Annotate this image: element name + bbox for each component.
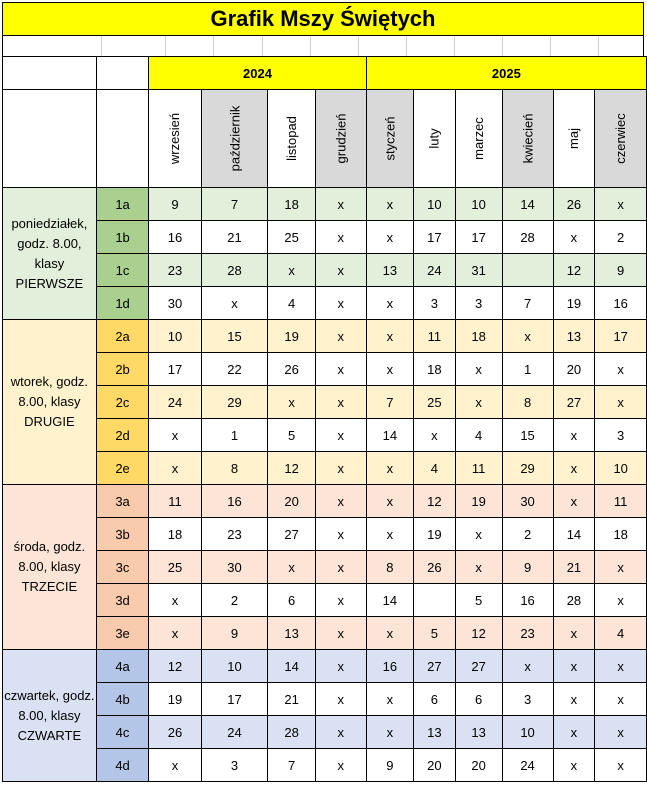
month-header bbox=[268, 90, 315, 188]
date-cell: x bbox=[553, 221, 595, 254]
date-cell: 10 bbox=[414, 188, 456, 221]
date-cell: 12 bbox=[455, 617, 502, 650]
date-cell: 7 bbox=[502, 287, 553, 320]
date-cell: 28 bbox=[553, 584, 595, 617]
spacer-row bbox=[2, 36, 644, 56]
table-row bbox=[3, 485, 647, 518]
date-cell: 18 bbox=[149, 518, 201, 551]
date-cell: 19 bbox=[268, 320, 315, 353]
class-label: 3d bbox=[96, 584, 149, 617]
date-cell: 26 bbox=[553, 188, 595, 221]
year-header-row bbox=[3, 57, 647, 90]
month-label: czerwiec bbox=[613, 113, 629, 164]
date-cell: x bbox=[315, 617, 366, 650]
date-cell: 21 bbox=[553, 551, 595, 584]
month-label: październik bbox=[226, 105, 242, 172]
date-cell: x bbox=[553, 650, 595, 683]
date-cell: 20 bbox=[455, 749, 502, 782]
date-cell: x bbox=[553, 419, 595, 452]
date-cell: 12 bbox=[414, 485, 456, 518]
month-header bbox=[414, 90, 456, 188]
date-cell: x bbox=[315, 419, 366, 452]
date-cell: 18 bbox=[455, 320, 502, 353]
date-cell: 14 bbox=[366, 584, 413, 617]
table-row bbox=[3, 254, 647, 287]
table-row bbox=[3, 518, 647, 551]
date-cell: 17 bbox=[201, 683, 268, 716]
blank-class-header-cell bbox=[96, 57, 149, 90]
date-cell: 9 bbox=[595, 254, 647, 287]
date-cell: x bbox=[553, 749, 595, 782]
date-cell: 26 bbox=[149, 716, 201, 749]
month-header bbox=[455, 90, 502, 188]
date-cell: 13 bbox=[268, 617, 315, 650]
date-cell: 17 bbox=[455, 221, 502, 254]
date-cell: x bbox=[268, 254, 315, 287]
date-cell: 4 bbox=[455, 419, 502, 452]
date-cell: x bbox=[595, 650, 647, 683]
class-label: 3a bbox=[96, 485, 149, 518]
date-cell: x bbox=[268, 386, 315, 419]
table-row bbox=[3, 650, 647, 683]
date-cell: 23 bbox=[502, 617, 553, 650]
date-cell: x bbox=[315, 452, 366, 485]
month-label: marzec bbox=[471, 117, 487, 160]
sheet-title: Grafik Mszy Świętych bbox=[2, 2, 644, 36]
date-cell: 20 bbox=[414, 749, 456, 782]
date-cell: 14 bbox=[366, 419, 413, 452]
date-cell: 3 bbox=[201, 749, 268, 782]
class-label: 3b bbox=[96, 518, 149, 551]
date-cell: 12 bbox=[268, 452, 315, 485]
date-cell: 30 bbox=[502, 485, 553, 518]
date-cell: x bbox=[366, 353, 413, 386]
date-cell: 4 bbox=[595, 617, 647, 650]
date-cell: x bbox=[595, 716, 647, 749]
date-cell: 28 bbox=[268, 716, 315, 749]
blank-corner-cell-2 bbox=[3, 90, 97, 188]
date-cell: 24 bbox=[502, 749, 553, 782]
date-cell: 26 bbox=[268, 353, 315, 386]
date-cell: 5 bbox=[414, 617, 456, 650]
date-cell: 3 bbox=[414, 287, 456, 320]
month-label: grudzień bbox=[333, 113, 349, 164]
date-cell: 5 bbox=[455, 584, 502, 617]
date-cell: 25 bbox=[149, 551, 201, 584]
date-cell: 16 bbox=[201, 485, 268, 518]
date-cell: 16 bbox=[366, 650, 413, 683]
class-label: 1b bbox=[96, 221, 149, 254]
table-row bbox=[3, 419, 647, 452]
class-label: 2a bbox=[96, 320, 149, 353]
date-cell: 15 bbox=[201, 320, 268, 353]
table-row bbox=[3, 221, 647, 254]
date-cell: x bbox=[366, 221, 413, 254]
class-label: 1a bbox=[96, 188, 149, 221]
date-cell: x bbox=[455, 518, 502, 551]
table-row bbox=[3, 320, 647, 353]
date-cell bbox=[414, 584, 456, 617]
date-cell: 17 bbox=[595, 320, 647, 353]
date-cell: 6 bbox=[455, 683, 502, 716]
date-cell: 1 bbox=[502, 353, 553, 386]
date-cell: x bbox=[502, 650, 553, 683]
date-cell: x bbox=[366, 683, 413, 716]
date-cell: 11 bbox=[595, 485, 647, 518]
date-cell: 16 bbox=[149, 221, 201, 254]
date-cell: 10 bbox=[502, 716, 553, 749]
table-row bbox=[3, 617, 647, 650]
date-cell: x bbox=[315, 584, 366, 617]
date-cell: x bbox=[315, 551, 366, 584]
date-cell: x bbox=[366, 188, 413, 221]
year-2024-header: 2024 bbox=[149, 57, 366, 90]
date-cell: 4 bbox=[268, 287, 315, 320]
date-cell: x bbox=[553, 716, 595, 749]
date-cell: x bbox=[315, 518, 366, 551]
date-cell: x bbox=[595, 353, 647, 386]
day-group-label: wtorek, godz. 8.00, klasy DRUGIE bbox=[3, 320, 97, 485]
date-cell: 8 bbox=[502, 386, 553, 419]
date-cell: x bbox=[595, 683, 647, 716]
date-cell: 23 bbox=[201, 518, 268, 551]
date-cell: 19 bbox=[414, 518, 456, 551]
date-cell: x bbox=[315, 188, 366, 221]
date-cell: x bbox=[268, 551, 315, 584]
date-cell: 5 bbox=[268, 419, 315, 452]
date-cell: x bbox=[455, 353, 502, 386]
class-label: 3e bbox=[96, 617, 149, 650]
date-cell: 23 bbox=[149, 254, 201, 287]
month-header-row bbox=[3, 90, 647, 188]
date-cell: 31 bbox=[455, 254, 502, 287]
date-cell: x bbox=[414, 419, 456, 452]
month-label: luty bbox=[426, 128, 442, 149]
date-cell: 18 bbox=[268, 188, 315, 221]
month-label: maj bbox=[566, 128, 582, 149]
date-cell: 30 bbox=[201, 551, 268, 584]
date-cell: 24 bbox=[414, 254, 456, 287]
class-label: 4a bbox=[96, 650, 149, 683]
date-cell: 9 bbox=[502, 551, 553, 584]
date-cell: 19 bbox=[553, 287, 595, 320]
date-cell: 11 bbox=[414, 320, 456, 353]
date-cell: x bbox=[315, 320, 366, 353]
day-group-label: czwartek, godz. 8.00, klasy CZWARTE bbox=[3, 650, 97, 782]
month-header bbox=[366, 90, 413, 188]
date-cell: 19 bbox=[149, 683, 201, 716]
date-cell: 18 bbox=[595, 518, 647, 551]
date-cell: 17 bbox=[149, 353, 201, 386]
date-cell: 30 bbox=[149, 287, 201, 320]
date-cell: x bbox=[455, 551, 502, 584]
table-row bbox=[3, 716, 647, 749]
date-cell: 10 bbox=[201, 650, 268, 683]
month-label: styczeń bbox=[382, 116, 398, 161]
date-cell: 18 bbox=[414, 353, 456, 386]
class-label: 1c bbox=[96, 254, 149, 287]
month-header bbox=[149, 90, 201, 188]
date-cell: 16 bbox=[502, 584, 553, 617]
class-label: 2e bbox=[96, 452, 149, 485]
day-group-label: środa, godz. 8.00, klasy TRZECIE bbox=[3, 485, 97, 650]
date-cell: x bbox=[315, 683, 366, 716]
table-row bbox=[3, 749, 647, 782]
date-cell: 9 bbox=[201, 617, 268, 650]
date-cell: x bbox=[315, 287, 366, 320]
date-cell: 22 bbox=[201, 353, 268, 386]
date-cell: x bbox=[315, 485, 366, 518]
date-cell: 13 bbox=[414, 716, 456, 749]
date-cell: 3 bbox=[455, 287, 502, 320]
month-header bbox=[595, 90, 647, 188]
date-cell: 17 bbox=[414, 221, 456, 254]
month-header bbox=[315, 90, 366, 188]
date-cell: x bbox=[149, 749, 201, 782]
class-label: 4b bbox=[96, 683, 149, 716]
date-cell: x bbox=[366, 287, 413, 320]
date-cell: 20 bbox=[268, 485, 315, 518]
class-label: 4d bbox=[96, 749, 149, 782]
date-cell: x bbox=[201, 287, 268, 320]
date-cell: 11 bbox=[455, 452, 502, 485]
date-cell: 28 bbox=[502, 221, 553, 254]
month-header bbox=[502, 90, 553, 188]
date-cell: 27 bbox=[268, 518, 315, 551]
date-cell: 12 bbox=[553, 254, 595, 287]
date-cell: x bbox=[149, 419, 201, 452]
date-cell: x bbox=[315, 254, 366, 287]
date-cell: 11 bbox=[149, 485, 201, 518]
date-cell: 27 bbox=[414, 650, 456, 683]
date-cell: x bbox=[595, 551, 647, 584]
date-cell: x bbox=[366, 716, 413, 749]
table-row bbox=[3, 452, 647, 485]
date-cell: 27 bbox=[455, 650, 502, 683]
date-cell: x bbox=[595, 749, 647, 782]
date-cell: 2 bbox=[595, 221, 647, 254]
date-cell: x bbox=[553, 452, 595, 485]
date-cell: x bbox=[366, 518, 413, 551]
date-cell: 7 bbox=[268, 749, 315, 782]
date-cell: x bbox=[366, 485, 413, 518]
date-cell: 4 bbox=[414, 452, 456, 485]
date-cell: 24 bbox=[149, 386, 201, 419]
date-cell: 7 bbox=[366, 386, 413, 419]
class-label: 4c bbox=[96, 716, 149, 749]
date-cell: x bbox=[366, 452, 413, 485]
date-cell: 28 bbox=[201, 254, 268, 287]
date-cell: x bbox=[553, 617, 595, 650]
date-cell: 27 bbox=[553, 386, 595, 419]
date-cell: 12 bbox=[149, 650, 201, 683]
date-cell: 29 bbox=[201, 386, 268, 419]
date-cell: 6 bbox=[414, 683, 456, 716]
date-cell: 6 bbox=[268, 584, 315, 617]
date-cell: 20 bbox=[553, 353, 595, 386]
table-row bbox=[3, 683, 647, 716]
date-cell: x bbox=[149, 452, 201, 485]
date-cell: 3 bbox=[502, 683, 553, 716]
table-row bbox=[3, 584, 647, 617]
date-cell: 10 bbox=[455, 188, 502, 221]
date-cell: x bbox=[149, 584, 201, 617]
class-label: 3c bbox=[96, 551, 149, 584]
blank-class-header-cell-2 bbox=[96, 90, 149, 188]
date-cell: 16 bbox=[595, 287, 647, 320]
class-label: 2b bbox=[96, 353, 149, 386]
table-row bbox=[3, 551, 647, 584]
date-cell: 14 bbox=[502, 188, 553, 221]
class-label: 2d bbox=[96, 419, 149, 452]
date-cell: 19 bbox=[455, 485, 502, 518]
date-cell: x bbox=[553, 683, 595, 716]
table-row bbox=[3, 386, 647, 419]
date-cell: 8 bbox=[201, 452, 268, 485]
month-label: wrzesień bbox=[167, 112, 183, 165]
table-row bbox=[3, 287, 647, 320]
date-cell: 10 bbox=[149, 320, 201, 353]
date-cell: 25 bbox=[414, 386, 456, 419]
date-cell: 7 bbox=[201, 188, 268, 221]
date-cell: x bbox=[595, 584, 647, 617]
date-cell: x bbox=[553, 485, 595, 518]
month-label: kwiecień bbox=[520, 113, 536, 164]
date-cell: 8 bbox=[366, 551, 413, 584]
date-cell bbox=[502, 254, 553, 287]
date-cell: x bbox=[595, 386, 647, 419]
table-row bbox=[3, 188, 647, 221]
date-cell: 9 bbox=[149, 188, 201, 221]
date-cell: 9 bbox=[366, 749, 413, 782]
month-label: listopad bbox=[284, 116, 300, 161]
date-cell: x bbox=[149, 617, 201, 650]
date-cell: x bbox=[455, 386, 502, 419]
date-cell: x bbox=[315, 386, 366, 419]
date-cell: x bbox=[595, 188, 647, 221]
date-cell: x bbox=[315, 650, 366, 683]
class-label: 2c bbox=[96, 386, 149, 419]
blank-corner-cell bbox=[3, 57, 97, 90]
date-cell: 1 bbox=[201, 419, 268, 452]
date-cell: 14 bbox=[268, 650, 315, 683]
table-row bbox=[3, 353, 647, 386]
date-cell: 3 bbox=[595, 419, 647, 452]
date-cell: x bbox=[366, 320, 413, 353]
schedule-table bbox=[2, 56, 647, 782]
date-cell: x bbox=[315, 749, 366, 782]
date-cell: 10 bbox=[595, 452, 647, 485]
date-cell: x bbox=[366, 617, 413, 650]
month-header bbox=[201, 90, 268, 188]
date-cell: x bbox=[315, 353, 366, 386]
date-cell: 26 bbox=[414, 551, 456, 584]
date-cell: 15 bbox=[502, 419, 553, 452]
date-cell: 21 bbox=[201, 221, 268, 254]
date-cell: 25 bbox=[268, 221, 315, 254]
date-cell: 13 bbox=[455, 716, 502, 749]
year-2025-header: 2025 bbox=[366, 57, 646, 90]
date-cell: x bbox=[315, 716, 366, 749]
date-cell: 29 bbox=[502, 452, 553, 485]
class-label: 1d bbox=[96, 287, 149, 320]
date-cell: 13 bbox=[553, 320, 595, 353]
date-cell: 21 bbox=[268, 683, 315, 716]
date-cell: 24 bbox=[201, 716, 268, 749]
date-cell: 13 bbox=[366, 254, 413, 287]
date-cell: x bbox=[315, 221, 366, 254]
month-header bbox=[553, 90, 595, 188]
date-cell: 2 bbox=[201, 584, 268, 617]
date-cell: 14 bbox=[553, 518, 595, 551]
date-cell: x bbox=[502, 320, 553, 353]
date-cell: 2 bbox=[502, 518, 553, 551]
day-group-label: poniedziałek, godz. 8.00, klasy PIERWSZE bbox=[3, 188, 97, 320]
